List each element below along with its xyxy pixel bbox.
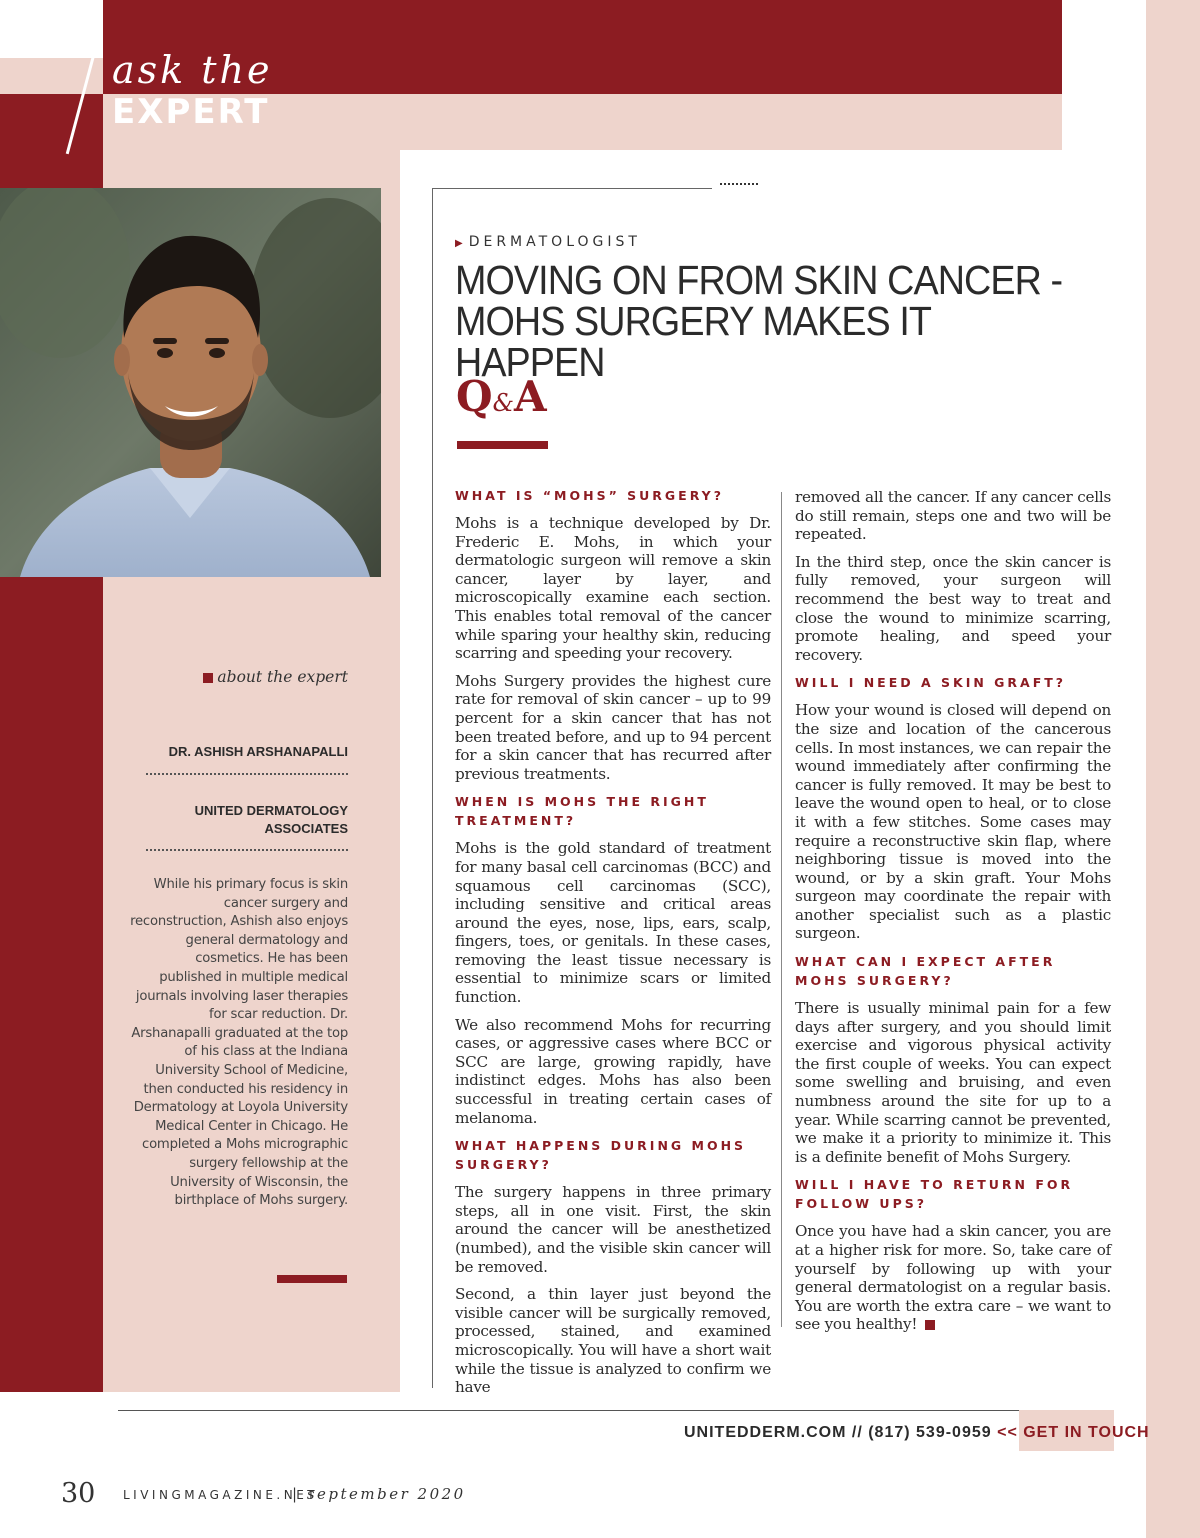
triangle-icon: ▶ xyxy=(455,238,463,249)
answer-paragraph: Second, a thin layer just beyond the visible cancer will be surgically removed, processed, stained, and examined microscopically. You will have a short wait while the tissue is analyzed to confirm we have xyxy=(455,1285,771,1397)
article-top-rule xyxy=(432,188,712,189)
section-title-line1: ask the xyxy=(112,48,273,92)
article-column-2 xyxy=(795,488,1111,1343)
expert-name: DR. ASHISH ARSHANAPALLI xyxy=(168,744,348,759)
answer-paragraph: How your wound is closed will depend on the size and location of the cancerous cells. In most instances, we can repair the wound immediately after confirming the cancer is fully removed. It may be best to leave the wound open to heal, or to close it with a few stitches. Some cases may require a reconstructive skin flap, where neighboring tissue is moved into the wound, or by a skin graft. Your Mohs surgeon may coordinate the repair with another specialist such as a plastic surgeon. xyxy=(795,701,1111,943)
answer-paragraph: In the third step, once the skin cancer is fully removed, your surgeon will recommend the best way to treat and close the wound to minimize scarring, promote healing, and speed your recovery. xyxy=(795,552,1111,664)
answer-paragraph: Mohs is a technique developed by Dr. Frederic E. Mohs, in which your dermatologic surgeon will remove a skin cancer, layer by layer, and microscopically examine each section. This enables total removal of the cancer while sparing your healthy skin, reducing scarring and speeding your recovery. xyxy=(455,514,771,663)
category-label xyxy=(455,234,641,250)
article-left-rule xyxy=(432,188,433,1388)
footer-rule xyxy=(118,1410,1114,1411)
section-title-line2: EXPERT xyxy=(112,92,270,132)
dotted-accent xyxy=(720,183,758,185)
answer-paragraph: The surgery happens in three primary steps, all in one visit. First, the skin around the cancer will be anesthetized (numbed), and the visible skin cancer will be removed. xyxy=(455,1183,771,1276)
qa-q: Q xyxy=(456,372,493,421)
expert-portrait xyxy=(0,188,381,577)
qa-logo xyxy=(456,372,547,421)
page-number: 30 xyxy=(61,1478,96,1509)
closing-text: Once you have had a skin cancer, you are at a higher risk for more. So, take care of yourself by following up with your general dermatologist on a regular basis. You are worth the extra care – we want to see you healthy! xyxy=(795,1222,1111,1334)
answer-paragraph: removed all the cancer. If any cancer cells do still remain, steps one and two will be repeated. xyxy=(795,488,1111,544)
end-mark-icon xyxy=(925,1320,935,1330)
qa-a: A xyxy=(513,372,547,421)
column-divider xyxy=(781,492,782,1327)
sidebar-end-bar xyxy=(277,1275,347,1283)
question-heading: WHAT IS “MOHS” SURGERY? xyxy=(455,488,724,503)
answer-paragraph: Mohs Surgery provides the highest cure rate for removal of skin cancer – up to 99 percent for a skin cancer that has not been treated before, and up to 94 percent for a skin cancer that has recurred after previous treatments. xyxy=(455,671,771,783)
question-heading: WHAT CAN I EXPECT AFTER MOHS SURGERY? xyxy=(795,954,1056,989)
answer-paragraph: There is usually minimal pain for a few days after surgery, and you should limit exercise and vigorous physical activity the first couple of weeks. You can expect some swelling and bruising, and even numbness around the site for up to a year. While scarring cannot be prevented, we make it a priority to minimize it. This is a definite benefit of Mohs Surgery. xyxy=(795,999,1111,1166)
dotted-divider xyxy=(146,849,348,851)
square-bullet-icon xyxy=(203,673,213,683)
expert-organization: UNITED DERMATOLOGY ASSOCIATES xyxy=(194,803,348,836)
dotted-divider xyxy=(146,773,348,775)
question-heading: WHEN IS MOHS THE RIGHT TREATMENT? xyxy=(455,794,709,829)
contact-info[interactable]: UNITEDDERM.COM // (817) 539-0959 xyxy=(684,1424,992,1441)
article-headline: MOVING ON FROM SKIN CANCER - MOHS SURGERY MAKES IT HAPPEN xyxy=(455,257,1063,385)
answer-paragraph: Mohs is the gold standard of treatment for many basal cell carcinomas (BCC) and squamous cell carcinomas (SCC), including sensitive and critical areas around the eyes, nose, lips, ears, scalp, fingers, toes, or genitals. In these cases, removing the least tissue necessary is essential to minimize scars or limited function. xyxy=(455,839,771,1007)
expert-bio: While his primary focus is skin cancer surgery and reconstruction, Ashish also enjoys general dermatology and cosmetics. He has been published in multiple medical journals involving laser therapies for scar reduction. Dr. Arshanapalli graduated at the top of his class at the Indiana University School of Medicine, then conducted his residency in Dermatology at Loyola University Medical Center in Chicago. He completed a Mohs micrographic surgery fellowship at the University of Wisconsin, the birthplace of Mohs surgery. xyxy=(130,877,348,1209)
right-margin-band xyxy=(1146,0,1200,1538)
article-column-1 xyxy=(455,486,771,1406)
answer-paragraph xyxy=(795,1222,1111,1334)
question-heading: WILL I HAVE TO RETURN FOR FOLLOW UPS? xyxy=(795,1177,1074,1212)
category-text: DERMATOLOGIST xyxy=(468,234,641,250)
contact-line xyxy=(684,1424,1150,1442)
answer-paragraph: We also recommend Mohs for recurring cases, or aggressive cases where BCC or SCC are large, growing rapidly, have indistinct edges. Mohs has also been successful in treating certain cases of melanoma. xyxy=(455,1015,771,1127)
question-heading: WILL I NEED A SKIN GRAFT? xyxy=(795,675,1067,691)
qa-amp: & xyxy=(492,389,514,417)
about-the-expert-label xyxy=(120,668,348,686)
about-text: about the expert xyxy=(217,668,348,686)
question-heading: WHAT HAPPENS DURING MOHS SURGERY? xyxy=(455,1138,747,1173)
get-in-touch-link[interactable]: << GET IN TOUCH xyxy=(997,1424,1150,1441)
issue-date: | september 2020 xyxy=(292,1485,466,1503)
magazine-site[interactable]: LIVINGMAGAZINE.NET xyxy=(123,1488,319,1502)
qa-underline xyxy=(457,441,548,449)
